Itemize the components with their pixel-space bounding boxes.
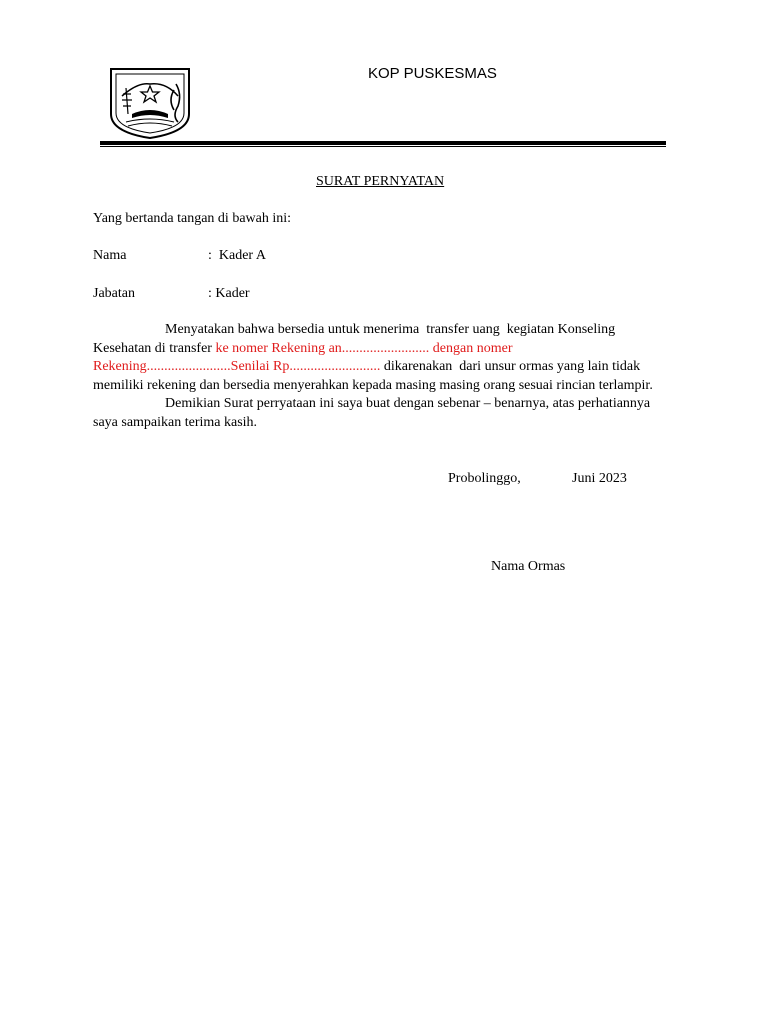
paragraph1-line2-text: Kesehatan di transfer [93, 340, 216, 356]
paragraph1-line1-text: Menyatakan bahwa bersedia untuk menerima transfer uang kegiatan Konseling [165, 322, 616, 337]
letterhead-divider-thin [100, 146, 666, 147]
paragraph1-line3 [93, 358, 673, 377]
kop-title: KOP PUSKESMAS [368, 65, 497, 82]
intro-text: Yang bertanda tangan di bawah ini: [93, 211, 292, 226]
nama-label: Nama [93, 248, 127, 263]
account-number-blank: ke nomer Rekening an......................... dengan nomer [215, 340, 513, 356]
jabatan-value: : Kader [208, 286, 250, 301]
closing-date: Juni 2023 [572, 471, 627, 486]
signer-name: Nama Ormas [491, 559, 566, 574]
statement-body [93, 321, 673, 432]
paragraph1-line1 [93, 321, 673, 340]
paragraph2-line2: saya sampaikan terima kasih. [93, 414, 258, 430]
jabatan-label: Jabatan [93, 286, 135, 301]
letterhead-divider-thick [100, 141, 666, 145]
amount-blank: Rekening........................Senilai Rp.......................... [93, 359, 381, 374]
paragraph2-line1-text: Demikian Surat perryataan ini saya buat dengan sebenar – benarnya, atas perhatiannya [165, 396, 651, 411]
paragraph2-line1 [93, 395, 673, 414]
regency-emblem-logo [108, 66, 192, 140]
closing-place: Probolinggo, [448, 471, 521, 486]
paragraph1-line2 [93, 340, 673, 359]
paragraph1-line3-text: dikarenakan dari unsur ormas yang lain tidak [380, 359, 641, 374]
paragraph1-line4: memiliki rekening dan bersedia menyerahkan kepada masing masing orang sesuai rincian terlampir. [93, 377, 653, 393]
document-title: SURAT PERNYATAN [316, 174, 445, 189]
nama-value: : Kader A [208, 248, 266, 263]
